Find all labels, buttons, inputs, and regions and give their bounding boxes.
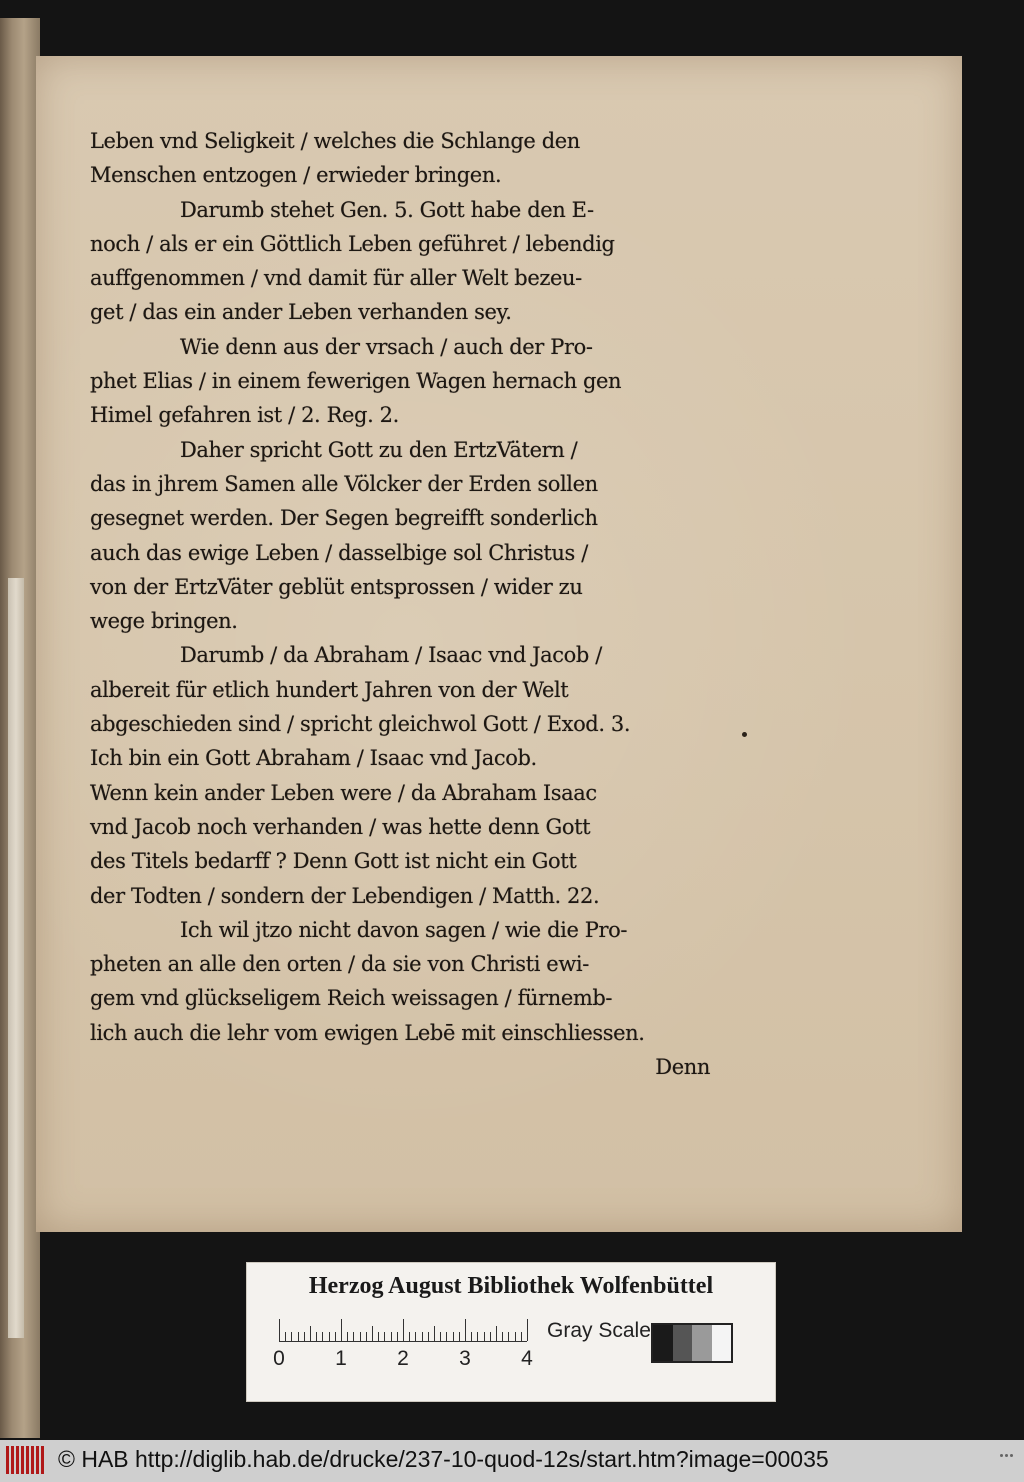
text-line: von der ErtzVäter geblüt entsprossen / wider zu bbox=[90, 574, 583, 599]
text-line: vnd Jacob noch verhanden / was hette denn Gott bbox=[90, 814, 591, 839]
ruler-tick bbox=[409, 1332, 410, 1341]
ruler-tick bbox=[496, 1326, 497, 1341]
ruler-tick bbox=[508, 1332, 509, 1341]
text-line: pheten an alle den orten / da sie von Christi ewi- bbox=[90, 952, 589, 977]
ruler-tick bbox=[304, 1332, 305, 1341]
margin-mark bbox=[742, 732, 747, 737]
ruler-tick bbox=[335, 1332, 336, 1341]
color-scale-card bbox=[246, 1262, 776, 1402]
text-line: wege bringen. bbox=[90, 609, 238, 634]
text-line: abgeschieden sind / spricht gleichwol Gott / Exod. 3. bbox=[90, 712, 631, 737]
ruler-tick bbox=[434, 1326, 435, 1341]
gray-swatch bbox=[673, 1325, 693, 1361]
ruler-tick bbox=[428, 1332, 429, 1341]
ruler-tick bbox=[422, 1332, 423, 1341]
text-line: gem vnd glückseligem Reich weissagen / fürnemb- bbox=[90, 986, 613, 1011]
ruler-tick bbox=[490, 1332, 491, 1341]
page-edges bbox=[8, 578, 24, 1338]
text-line: Leben vnd Seligkeit / welches die Schlange den bbox=[90, 129, 580, 153]
ruler-tick bbox=[527, 1319, 528, 1341]
ruler-tick bbox=[484, 1332, 485, 1341]
ruler-tick bbox=[384, 1332, 385, 1341]
page-text bbox=[90, 124, 710, 1084]
text-line: Wenn kein ander Leben were / da Abraham Isaac bbox=[90, 780, 597, 805]
ruler-tick bbox=[329, 1332, 330, 1341]
ruler-tick bbox=[446, 1332, 447, 1341]
ruler-tick bbox=[316, 1332, 317, 1341]
ruler-tick bbox=[391, 1332, 392, 1341]
ruler-tick bbox=[515, 1332, 516, 1341]
ruler-tick bbox=[440, 1332, 441, 1341]
ruler-tick bbox=[453, 1332, 454, 1341]
text-line: Daher spricht Gott zu den ErtzVätern / bbox=[180, 437, 578, 462]
text-line: gesegnet werden. Der Segen begreifft sonderlich bbox=[90, 506, 598, 531]
ruler-label: 3 bbox=[459, 1347, 471, 1370]
ruler-tick bbox=[341, 1319, 342, 1341]
ruler-tick bbox=[372, 1326, 373, 1341]
ruler-tick bbox=[285, 1332, 286, 1341]
text-line: des Titels bedarff ? Denn Gott ist nicht ein Gott bbox=[90, 849, 577, 874]
text-line: get / das ein ander Leben verhanden sey. bbox=[90, 300, 512, 325]
ruler-tick bbox=[360, 1332, 361, 1341]
text-line: Darumb / da Abraham / Isaac vnd Jacob / bbox=[180, 643, 602, 668]
ruler-tick bbox=[471, 1332, 472, 1341]
ruler-label: 0 bbox=[273, 1347, 285, 1370]
text-line: Wie denn aus der vrsach / auch der Pro- bbox=[180, 334, 593, 359]
ruler-tick bbox=[459, 1332, 460, 1341]
text-line: albereit für etlich hundert Jahren von der Welt bbox=[90, 677, 569, 702]
text-line: auffgenommen / vnd damit für aller Welt bezeu- bbox=[90, 266, 582, 291]
footer-link[interactable]: © HAB http://diglib.hab.de/drucke/237-10-quod-12s/start.htm?image=00035 bbox=[58, 1446, 829, 1472]
ruler-tick bbox=[353, 1332, 354, 1341]
ruler-tick bbox=[403, 1319, 404, 1341]
ruler-tick bbox=[298, 1332, 299, 1341]
text-line: lich auch die lehr vom ewigen Lebē mit einschliessen. bbox=[90, 1020, 645, 1045]
text-line: noch / als er ein Göttlich Leben geführet / lebendig bbox=[90, 231, 615, 256]
more-dots-icon[interactable] bbox=[1000, 1454, 1014, 1460]
ruler-label: 2 bbox=[397, 1347, 409, 1370]
text-line: auch das ewige Leben / dasselbige sol Christus / bbox=[90, 540, 588, 565]
gray-scale-swatches bbox=[651, 1323, 733, 1363]
text-line: das in jhrem Samen alle Völcker der Erden sollen bbox=[90, 471, 598, 496]
text-line: Himel gefahren ist / 2. Reg. 2. bbox=[90, 403, 399, 428]
ruler-tick bbox=[477, 1332, 478, 1341]
library-name: Herzog August Bibliothek Wolfenbüttel bbox=[308, 1273, 714, 1299]
text-line: Darumb stehet Gen. 5. Gott habe den E- bbox=[180, 197, 594, 222]
gray-swatch bbox=[712, 1325, 732, 1361]
hab-logo-icon bbox=[6, 1446, 46, 1474]
ruler-tick bbox=[291, 1332, 292, 1341]
text-line: Ich wil jtzo nicht davon sagen / wie die Pro- bbox=[180, 917, 628, 942]
gray-swatch bbox=[692, 1325, 712, 1361]
ruler-label: 1 bbox=[335, 1347, 347, 1370]
gray-swatch bbox=[653, 1325, 673, 1361]
ruler-tick bbox=[366, 1332, 367, 1341]
ruler-tick bbox=[322, 1332, 323, 1341]
text-line: Menschen entzogen / erwieder bringen. bbox=[90, 163, 502, 188]
book-spine bbox=[0, 18, 40, 1438]
ruler-tick bbox=[502, 1332, 503, 1341]
scale-ruler bbox=[279, 1319, 527, 1342]
ruler-tick bbox=[415, 1332, 416, 1341]
ruler-tick bbox=[310, 1326, 311, 1341]
ruler-tick bbox=[347, 1332, 348, 1341]
ruler-tick bbox=[378, 1332, 379, 1341]
ruler-tick bbox=[397, 1332, 398, 1341]
text-line: phet Elias / in einem fewerigen Wagen hernach gen bbox=[90, 369, 622, 394]
ruler-tick bbox=[521, 1332, 522, 1341]
ruler-tick bbox=[465, 1319, 466, 1341]
book-page bbox=[36, 56, 962, 1232]
ruler-label: 4 bbox=[521, 1347, 533, 1370]
catchword: Denn bbox=[655, 1055, 710, 1080]
text-line: Ich bin ein Gott Abraham / Isaac vnd Jacob. bbox=[90, 746, 537, 771]
gray-scale-label: Gray Scale bbox=[547, 1319, 651, 1342]
footer-bar bbox=[0, 1440, 1024, 1482]
text-line: der Todten / sondern der Lebendigen / Matth. 22. bbox=[90, 883, 600, 908]
ruler-tick bbox=[279, 1319, 280, 1341]
ruler-labels bbox=[267, 1347, 567, 1377]
